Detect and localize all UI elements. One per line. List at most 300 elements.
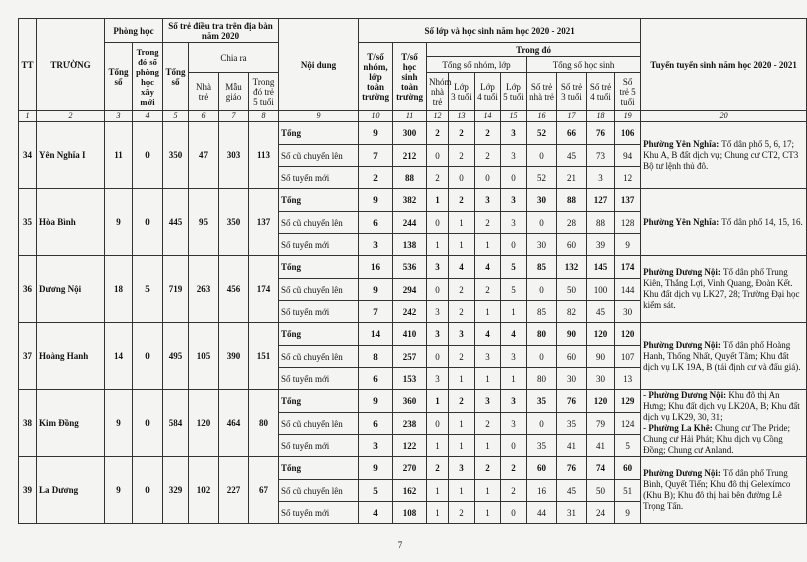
cell-value: 7 bbox=[359, 145, 393, 167]
school-name: Dương Nội bbox=[37, 256, 105, 323]
area-text: Chung cư The Pride; Chung cư Hải Phát; Khu dịch vụ Cồng Đồng; Chung cư Anland. bbox=[643, 423, 790, 455]
school-index: 38 bbox=[19, 390, 37, 457]
cell-value: 0 bbox=[501, 167, 527, 189]
cell-value: 1 bbox=[501, 368, 527, 390]
cell-value: 45 bbox=[557, 480, 587, 502]
cell-value: 100 bbox=[587, 279, 615, 301]
school-index: 36 bbox=[19, 256, 37, 323]
col-trong-do: Trong đó bbox=[427, 43, 641, 57]
room-total: 18 bbox=[105, 256, 133, 323]
column-number: 6 bbox=[189, 111, 219, 122]
cell-value: 7 bbox=[359, 301, 393, 323]
cell-value: 2 bbox=[427, 457, 449, 480]
table-row bbox=[19, 122, 807, 145]
cell-value: 30 bbox=[615, 301, 641, 323]
table-row bbox=[19, 390, 807, 413]
row-label: Số tuyển mới bbox=[279, 301, 359, 323]
table-header bbox=[19, 19, 807, 122]
column-number: 14 bbox=[475, 111, 501, 122]
children-nursery: 120 bbox=[189, 390, 219, 457]
cell-value: 39 bbox=[587, 234, 615, 256]
cell-value: 257 bbox=[393, 346, 427, 368]
cell-value: 1 bbox=[501, 301, 527, 323]
cell-value: 124 bbox=[615, 413, 641, 435]
cell-value: 2 bbox=[427, 167, 449, 189]
cell-value: 16 bbox=[359, 256, 393, 279]
cell-value: 4 bbox=[475, 323, 501, 346]
cell-value: 0 bbox=[527, 145, 557, 167]
cell-value: 238 bbox=[393, 413, 427, 435]
col-noi-dung: Nội dung bbox=[279, 19, 359, 111]
cell-value: 1 bbox=[427, 435, 449, 457]
cell-value: 107 bbox=[615, 346, 641, 368]
cell-value: 108 bbox=[393, 502, 427, 524]
cell-value: 120 bbox=[587, 390, 615, 413]
row-label: Số tuyển mới bbox=[279, 167, 359, 189]
column-number: 18 bbox=[587, 111, 615, 122]
cell-value: 44 bbox=[527, 502, 557, 524]
cell-value: 90 bbox=[557, 323, 587, 346]
cell-value: 3 bbox=[501, 390, 527, 413]
cell-value: 1 bbox=[427, 390, 449, 413]
cell-value: 60 bbox=[527, 457, 557, 480]
col-so-lop-hs: Số lớp và học sinh năm học 2020 - 2021 bbox=[359, 19, 641, 43]
room-total: 14 bbox=[105, 323, 133, 390]
enrollment-area-note bbox=[641, 189, 807, 256]
cell-value: 212 bbox=[393, 145, 427, 167]
children-5yo: 137 bbox=[249, 189, 279, 256]
cell-value: 138 bbox=[393, 234, 427, 256]
room-total: 9 bbox=[105, 390, 133, 457]
cell-value: 0 bbox=[475, 167, 501, 189]
cell-value: 0 bbox=[427, 145, 449, 167]
col-tre-3: Số trẻ 3 tuổi bbox=[557, 73, 587, 111]
column-number: 10 bbox=[359, 111, 393, 122]
cell-value: 3 bbox=[501, 212, 527, 234]
cell-value: 3 bbox=[475, 189, 501, 212]
cell-value: 1 bbox=[449, 368, 475, 390]
cell-value: 88 bbox=[587, 212, 615, 234]
cell-value: 6 bbox=[359, 413, 393, 435]
cell-value: 1 bbox=[449, 480, 475, 502]
cell-value: 244 bbox=[393, 212, 427, 234]
cell-value: 8 bbox=[359, 346, 393, 368]
col-ts-hs: T/số học sinh toàn trường bbox=[393, 43, 427, 111]
column-number: 19 bbox=[615, 111, 641, 122]
cell-value: 0 bbox=[501, 502, 527, 524]
school-name: La Dương bbox=[37, 457, 105, 524]
school-name: Hoàng Hanh bbox=[37, 323, 105, 390]
cell-value: 3 bbox=[501, 122, 527, 145]
children-kindergarten: 227 bbox=[219, 457, 249, 524]
cell-value: 153 bbox=[393, 368, 427, 390]
cell-value: 294 bbox=[393, 279, 427, 301]
cell-value: 1 bbox=[427, 502, 449, 524]
cell-value: 85 bbox=[527, 256, 557, 279]
column-number: 16 bbox=[527, 111, 557, 122]
cell-value: 76 bbox=[557, 457, 587, 480]
cell-value: 174 bbox=[615, 256, 641, 279]
cell-value: 3 bbox=[427, 323, 449, 346]
children-kindergarten: 303 bbox=[219, 122, 249, 189]
children-5yo: 174 bbox=[249, 256, 279, 323]
cell-value: 128 bbox=[615, 212, 641, 234]
cell-value: 2 bbox=[475, 122, 501, 145]
cell-value: 52 bbox=[527, 122, 557, 145]
cell-value: 270 bbox=[393, 457, 427, 480]
cell-value: 2 bbox=[449, 502, 475, 524]
cell-value: 1 bbox=[449, 212, 475, 234]
cell-value: 52 bbox=[527, 167, 557, 189]
cell-value: 300 bbox=[393, 122, 427, 145]
cell-value: 88 bbox=[393, 167, 427, 189]
row-label: Số cũ chuyển lên bbox=[279, 413, 359, 435]
cell-value: 3 bbox=[587, 167, 615, 189]
cell-value: 137 bbox=[615, 189, 641, 212]
children-5yo: 151 bbox=[249, 323, 279, 390]
cell-value: 6 bbox=[359, 212, 393, 234]
area-text: Tổ dân phố 5, 6, 17; Khu A, B đất dịch vụ; Chung cư CT2, CT3 Bộ tư lệnh thủ đô. bbox=[643, 138, 799, 171]
cell-value: 3 bbox=[475, 390, 501, 413]
cell-value: 2 bbox=[475, 279, 501, 301]
row-label: Số tuyển mới bbox=[279, 234, 359, 256]
table-row bbox=[19, 256, 807, 279]
cell-value: 9 bbox=[359, 390, 393, 413]
room-total: 9 bbox=[105, 189, 133, 256]
table-row bbox=[19, 323, 807, 346]
children-total: 719 bbox=[163, 256, 189, 323]
cell-value: 76 bbox=[557, 390, 587, 413]
enrollment-table bbox=[18, 18, 807, 524]
cell-value: 2 bbox=[501, 480, 527, 502]
school-name: Kim Đồng bbox=[37, 390, 105, 457]
cell-value: 1 bbox=[475, 301, 501, 323]
room-total: 9 bbox=[105, 457, 133, 524]
room-new: 5 bbox=[133, 256, 163, 323]
cell-value: 76 bbox=[587, 122, 615, 145]
row-label: Tổng bbox=[279, 457, 359, 480]
cell-value: 9 bbox=[359, 457, 393, 480]
cell-value: 45 bbox=[587, 301, 615, 323]
children-5yo: 80 bbox=[249, 390, 279, 457]
col-tong-hs: Tổng số học sinh bbox=[527, 57, 641, 73]
cell-value: 4 bbox=[475, 256, 501, 279]
ward-name: Phường Yên Nghĩa: bbox=[643, 138, 720, 149]
ward-name: - Phường La Khê: bbox=[643, 423, 713, 433]
table-row bbox=[19, 457, 807, 480]
school-index: 35 bbox=[19, 189, 37, 256]
cell-value: 2 bbox=[501, 457, 527, 480]
col-lop-5: Lớp 5 tuổi bbox=[501, 73, 527, 111]
cell-value: 12 bbox=[615, 167, 641, 189]
cell-value: 3 bbox=[427, 301, 449, 323]
cell-value: 410 bbox=[393, 323, 427, 346]
cell-value: 2 bbox=[475, 212, 501, 234]
cell-value: 5 bbox=[359, 480, 393, 502]
cell-value: 2 bbox=[449, 145, 475, 167]
column-number: 12 bbox=[427, 111, 449, 122]
cell-value: 144 bbox=[615, 279, 641, 301]
cell-value: 80 bbox=[527, 368, 557, 390]
row-label: Tổng bbox=[279, 390, 359, 413]
cell-value: 0 bbox=[501, 234, 527, 256]
row-label: Tổng bbox=[279, 323, 359, 346]
cell-value: 41 bbox=[557, 435, 587, 457]
cell-value: 1 bbox=[427, 234, 449, 256]
column-number: 5 bbox=[163, 111, 189, 122]
col-tre-4: Số trẻ 4 tuổi bbox=[587, 73, 615, 111]
cell-value: 129 bbox=[615, 390, 641, 413]
cell-value: 2 bbox=[449, 390, 475, 413]
cell-value: 1 bbox=[449, 413, 475, 435]
cell-value: 132 bbox=[557, 256, 587, 279]
children-nursery: 102 bbox=[189, 457, 219, 524]
enrollment-area-note bbox=[641, 256, 807, 323]
cell-value: 3 bbox=[449, 457, 475, 480]
col-tuyen-sinh: Tuyến tuyển sinh năm học 2020 - 2021 bbox=[641, 19, 807, 111]
column-number-row bbox=[19, 111, 807, 122]
cell-value: 4 bbox=[449, 256, 475, 279]
column-number: 13 bbox=[449, 111, 475, 122]
col-xay-moi: Trong đó số phòng học xây mới bbox=[133, 43, 163, 111]
cell-value: 31 bbox=[557, 502, 587, 524]
column-number: 3 bbox=[105, 111, 133, 122]
table-body bbox=[19, 122, 807, 524]
cell-value: 5 bbox=[615, 435, 641, 457]
area-text: Tổ dân phố Trung Bình, Quyết Tiến; Khu đô thị Gelexímco (Khu B); Khu đô thị hai bên đường Lê Trọng Tấn. bbox=[643, 468, 791, 511]
col-lop-4: Lớp 4 tuổi bbox=[475, 73, 501, 111]
children-kindergarten: 456 bbox=[219, 256, 249, 323]
col-tong-so-tre: Tổng số bbox=[163, 43, 189, 111]
cell-value: 0 bbox=[427, 346, 449, 368]
row-label: Tổng bbox=[279, 122, 359, 145]
cell-value: 9 bbox=[359, 189, 393, 212]
row-label: Số cũ chuyển lên bbox=[279, 145, 359, 167]
cell-value: 66 bbox=[557, 122, 587, 145]
cell-value: 0 bbox=[527, 346, 557, 368]
cell-value: 3 bbox=[359, 234, 393, 256]
room-new: 0 bbox=[133, 122, 163, 189]
document-sheet bbox=[18, 18, 803, 524]
cell-value: 1 bbox=[427, 189, 449, 212]
room-new: 0 bbox=[133, 323, 163, 390]
children-kindergarten: 464 bbox=[219, 390, 249, 457]
children-kindergarten: 390 bbox=[219, 323, 249, 390]
cell-value: 2 bbox=[427, 122, 449, 145]
cell-value: 2 bbox=[359, 167, 393, 189]
cell-value: 120 bbox=[587, 323, 615, 346]
cell-value: 1 bbox=[475, 480, 501, 502]
room-new: 0 bbox=[133, 457, 163, 524]
row-label: Số tuyển mới bbox=[279, 502, 359, 524]
enrollment-area-note bbox=[641, 457, 807, 524]
cell-value: 2 bbox=[449, 122, 475, 145]
cell-value: 382 bbox=[393, 189, 427, 212]
cell-value: 9 bbox=[359, 122, 393, 145]
col-tre-5-tuoi: Trong đó trẻ 5 tuổi bbox=[249, 73, 279, 111]
cell-value: 0 bbox=[427, 279, 449, 301]
cell-value: 1 bbox=[475, 234, 501, 256]
cell-value: 0 bbox=[449, 167, 475, 189]
column-number: 17 bbox=[557, 111, 587, 122]
cell-value: 9 bbox=[615, 234, 641, 256]
col-tre-nha-tre: Số trẻ nhà trẻ bbox=[527, 73, 557, 111]
school-index: 34 bbox=[19, 122, 37, 189]
cell-value: 106 bbox=[615, 122, 641, 145]
col-phong-hoc: Phòng học bbox=[105, 19, 163, 43]
children-5yo: 113 bbox=[249, 122, 279, 189]
cell-value: 6 bbox=[359, 368, 393, 390]
cell-value: 2 bbox=[475, 457, 501, 480]
school-index: 39 bbox=[19, 457, 37, 524]
cell-value: 0 bbox=[527, 212, 557, 234]
cell-value: 122 bbox=[393, 435, 427, 457]
children-nursery: 95 bbox=[189, 189, 219, 256]
column-number: 2 bbox=[37, 111, 105, 122]
cell-value: 85 bbox=[527, 301, 557, 323]
col-tong-so-phong: Tổng số bbox=[105, 43, 133, 111]
cell-value: 82 bbox=[557, 301, 587, 323]
children-total: 495 bbox=[163, 323, 189, 390]
room-new: 0 bbox=[133, 189, 163, 256]
cell-value: 3 bbox=[501, 346, 527, 368]
cell-value: 79 bbox=[587, 413, 615, 435]
children-nursery: 105 bbox=[189, 323, 219, 390]
children-5yo: 67 bbox=[249, 457, 279, 524]
column-number: 11 bbox=[393, 111, 427, 122]
col-chia-ra: Chia ra bbox=[189, 43, 279, 73]
cell-value: 2 bbox=[449, 301, 475, 323]
col-so-tre: Số trẻ điều tra trên địa bàn năm 2020 bbox=[163, 19, 279, 43]
cell-value: 4 bbox=[359, 502, 393, 524]
children-total: 584 bbox=[163, 390, 189, 457]
cell-value: 9 bbox=[615, 502, 641, 524]
school-name: Hòa Bình bbox=[37, 189, 105, 256]
cell-value: 16 bbox=[527, 480, 557, 502]
column-number: 15 bbox=[501, 111, 527, 122]
children-nursery: 47 bbox=[189, 122, 219, 189]
enrollment-area-note bbox=[641, 122, 807, 189]
cell-value: 2 bbox=[475, 413, 501, 435]
cell-value: 30 bbox=[527, 234, 557, 256]
ward-name: Phường Dương Nội: bbox=[643, 468, 721, 478]
cell-value: 3 bbox=[427, 368, 449, 390]
column-number: 4 bbox=[133, 111, 163, 122]
page-number: 7 bbox=[397, 540, 403, 550]
area-text: Tổ dân phố 14, 15, 16. bbox=[719, 216, 803, 227]
room-total: 11 bbox=[105, 122, 133, 189]
col-nhom-nha-tre: Nhóm nhà trẻ bbox=[427, 73, 449, 111]
cell-value: 30 bbox=[587, 368, 615, 390]
cell-value: 35 bbox=[527, 390, 557, 413]
children-total: 329 bbox=[163, 457, 189, 524]
cell-value: 90 bbox=[587, 346, 615, 368]
cell-value: 14 bbox=[359, 323, 393, 346]
cell-value: 2 bbox=[449, 279, 475, 301]
cell-value: 0 bbox=[527, 279, 557, 301]
cell-value: 50 bbox=[587, 480, 615, 502]
cell-value: 162 bbox=[393, 480, 427, 502]
ward-name: Phường Dương Nội: bbox=[643, 267, 721, 277]
row-label: Tổng bbox=[279, 256, 359, 279]
cell-value: 9 bbox=[359, 279, 393, 301]
cell-value: 60 bbox=[615, 457, 641, 480]
ward-name: Phường Yên Nghĩa: bbox=[643, 216, 720, 227]
cell-value: 30 bbox=[557, 368, 587, 390]
column-number: 1 bbox=[19, 111, 37, 122]
column-number: 9 bbox=[279, 111, 359, 122]
cell-value: 536 bbox=[393, 256, 427, 279]
row-label: Số cũ chuyển lên bbox=[279, 480, 359, 502]
col-tong-nhom-lop: Tổng số nhóm, lớp bbox=[427, 57, 527, 73]
area-text: Khu đô thị An Hưng; Khu đất dịch vụ LK20A, B; Khu đất dịch vụ LK29, 30, 31; bbox=[643, 390, 800, 422]
cell-value: 88 bbox=[557, 189, 587, 212]
col-lop-3: Lớp 3 tuổi bbox=[449, 73, 475, 111]
cell-value: 45 bbox=[557, 145, 587, 167]
cell-value: 1 bbox=[449, 435, 475, 457]
cell-value: 3 bbox=[501, 413, 527, 435]
cell-value: 3 bbox=[427, 256, 449, 279]
cell-value: 94 bbox=[615, 145, 641, 167]
col-tre-5: Số trẻ 5 tuổi bbox=[615, 73, 641, 111]
cell-value: 80 bbox=[527, 323, 557, 346]
column-number: 7 bbox=[219, 111, 249, 122]
column-number: 8 bbox=[249, 111, 279, 122]
enrollment-area-note bbox=[641, 390, 807, 457]
school-index: 37 bbox=[19, 323, 37, 390]
cell-value: 360 bbox=[393, 390, 427, 413]
col-ts-nhom: T/số nhóm, lớp toàn trường bbox=[359, 43, 393, 111]
cell-value: 60 bbox=[557, 346, 587, 368]
cell-value: 242 bbox=[393, 301, 427, 323]
cell-value: 50 bbox=[557, 279, 587, 301]
row-label: Số tuyển mới bbox=[279, 435, 359, 457]
cell-value: 4 bbox=[501, 323, 527, 346]
cell-value: 0 bbox=[427, 413, 449, 435]
children-kindergarten: 350 bbox=[219, 189, 249, 256]
cell-value: 2 bbox=[449, 189, 475, 212]
cell-value: 2 bbox=[449, 346, 475, 368]
cell-value: 120 bbox=[615, 323, 641, 346]
cell-value: 0 bbox=[427, 212, 449, 234]
row-label: Số cũ chuyển lên bbox=[279, 346, 359, 368]
row-label: Số cũ chuyển lên bbox=[279, 212, 359, 234]
cell-value: 145 bbox=[587, 256, 615, 279]
children-total: 445 bbox=[163, 189, 189, 256]
col-mau-giao: Mẫu giáo bbox=[219, 73, 249, 111]
cell-value: 1 bbox=[475, 368, 501, 390]
cell-value: 13 bbox=[615, 368, 641, 390]
cell-value: 1 bbox=[449, 234, 475, 256]
cell-value: 1 bbox=[475, 502, 501, 524]
cell-value: 74 bbox=[587, 457, 615, 480]
enrollment-area-note bbox=[641, 323, 807, 390]
ward-name: - Phường Dương Nội: bbox=[643, 390, 727, 400]
cell-value: 21 bbox=[557, 167, 587, 189]
cell-value: 3 bbox=[359, 435, 393, 457]
cell-value: 3 bbox=[449, 323, 475, 346]
cell-value: 35 bbox=[527, 435, 557, 457]
cell-value: 0 bbox=[501, 435, 527, 457]
column-number: 20 bbox=[641, 111, 807, 122]
children-total: 350 bbox=[163, 122, 189, 189]
cell-value: 60 bbox=[557, 234, 587, 256]
col-tt: TT bbox=[19, 19, 37, 111]
cell-value: 5 bbox=[501, 279, 527, 301]
ward-name: Phường Dương Nội: bbox=[643, 339, 721, 350]
row-label: Số cũ chuyển lên bbox=[279, 279, 359, 301]
cell-value: 1 bbox=[427, 480, 449, 502]
